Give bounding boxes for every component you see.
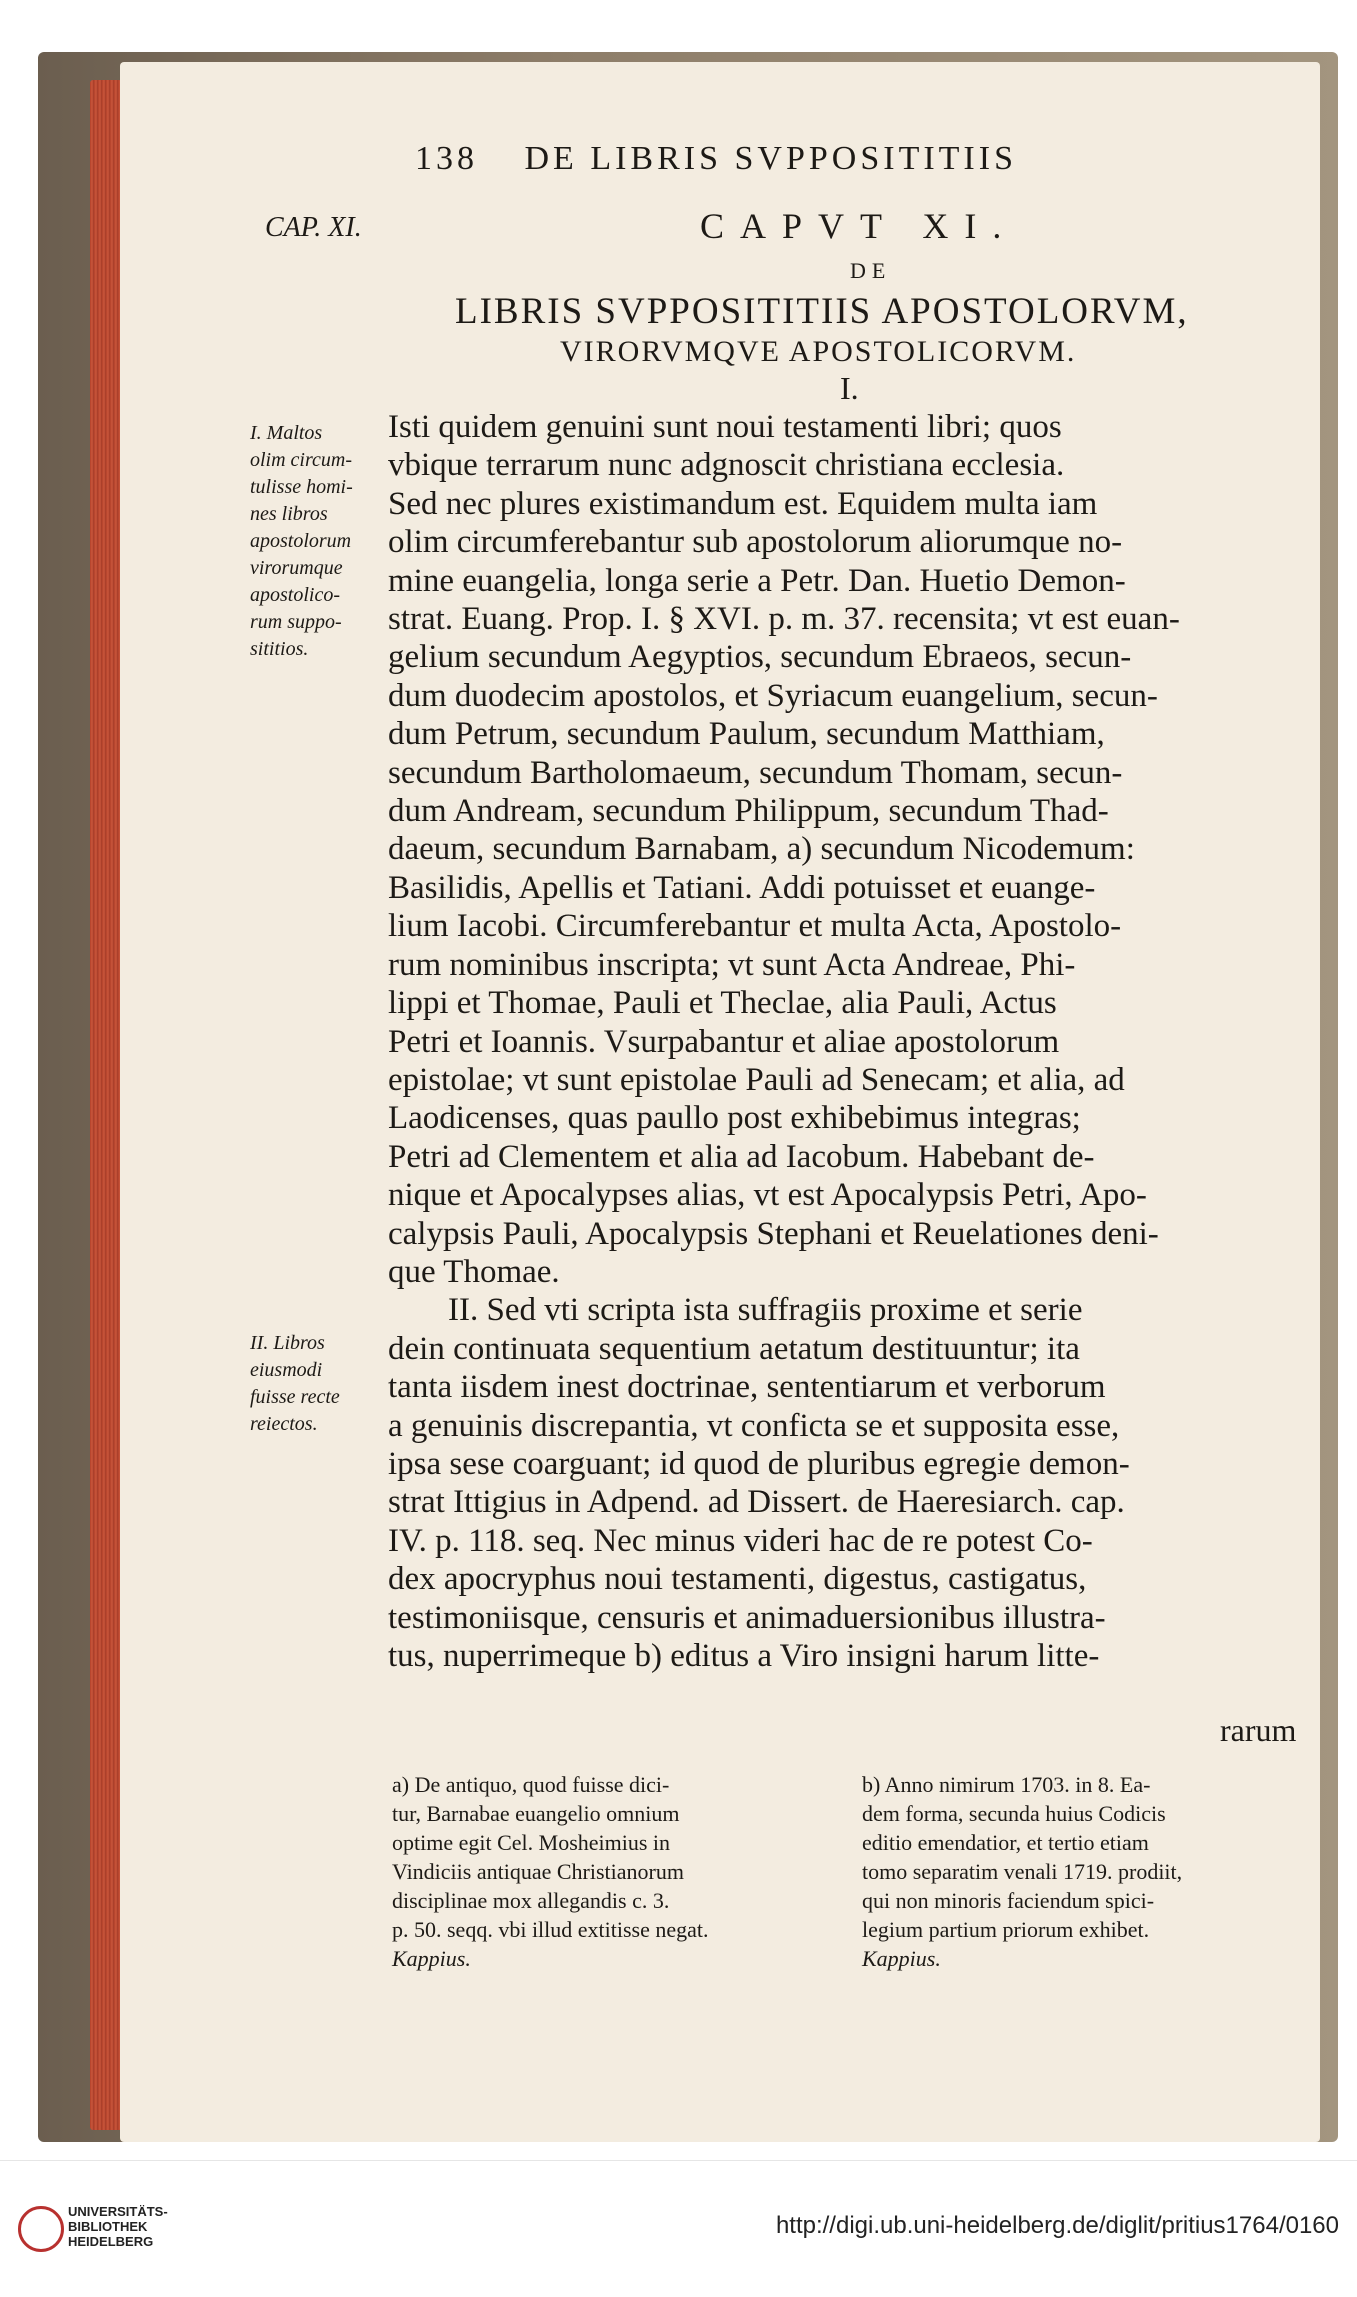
body-line: olim circumferebantur sub apostolorum aliorumque no- (388, 524, 1123, 561)
body-line: Petri et Ioannis. Vsurpabantur et aliae apostolorum (388, 1023, 1060, 1060)
chapter-title-line2: VIRORVMQVE APOSTOLICORVM. (560, 335, 1077, 368)
marginal-note-line: rum suppo- (250, 611, 342, 633)
body-line: Sed nec plures existimandum est. Equidem multa iam (388, 485, 1098, 522)
footnote-line: Vindiciis antiquae Christianorum (392, 1859, 684, 1884)
chapter-title-line1: LIBRIS SVPPOSITITIIS APOSTOLORVM, (455, 291, 1189, 332)
library-name-line: HEIDELBERG (68, 2234, 154, 2249)
body-line: rum nominibus inscripta; vt sunt Acta Andreae, Phi- (388, 946, 1076, 983)
library-name (68, 2204, 168, 2249)
footnote-line: tomo separatim venali 1719. prodiit, (862, 1859, 1183, 1884)
body-line: epistolae; vt sunt epistolae Pauli ad Senecam; et alia, ad (388, 1061, 1125, 1098)
body-line: lium Iacobi. Circumferebantur et multa Acta, Apostolo- (388, 908, 1122, 945)
footnote-line: b) Anno nimirum 1703. in 8. Ea- (862, 1772, 1151, 1797)
body-line: strat. Euang. Prop. I. § XVI. p. m. 37. recensita; vt est euan- (388, 601, 1180, 638)
body-line: ipsa sese coarguant; id quod de pluribus egregie demon- (388, 1445, 1130, 1482)
library-name-line: UNIVERSITÄTS- (68, 2204, 168, 2219)
body-line: secundum Bartholomaeum, secundum Thomam, secun- (388, 754, 1123, 791)
body-line: calypsis Pauli, Apocalypsis Stephani et Reuelationes deni- (388, 1215, 1159, 1252)
footnote-line: qui non minoris faciendum spici- (862, 1888, 1155, 1913)
body-line: dum duodecim apostolos, et Syriacum euangelium, secun- (388, 677, 1158, 714)
body-line: que Thomae. (388, 1253, 560, 1290)
marginal-note-line: sititios. (250, 638, 309, 660)
footnote-line: tur, Barnabae euangelio omnium (392, 1801, 680, 1826)
running-head (415, 140, 1017, 178)
marginal-note-line: I. Maltos (250, 422, 323, 444)
chapter-de: DE (850, 258, 892, 283)
body-line: dum Andream, secundum Philippum, secundum Thad- (388, 793, 1109, 830)
body-line: dum Petrum, secundum Paulum, secundum Matthiam, (388, 716, 1105, 753)
body-line: II. Sed vti scripta ista suffragiis proxime et serie (448, 1292, 1083, 1329)
library-logo[interactable] (18, 2202, 178, 2262)
marginal-note-line: virorumque (250, 557, 343, 579)
page-edges (90, 80, 122, 2130)
body-line: lippi et Thomae, Pauli et Theclae, alia Pauli, Actus (388, 985, 1057, 1022)
footnote-line: Kappius. (392, 1946, 471, 1971)
body-line: mine euangelia, longa serie a Petr. Dan. Huetio Demon- (388, 562, 1126, 599)
body-line: gelium secundum Aegyptios, secundum Ebraeos, secun- (388, 639, 1132, 676)
running-title: DE LIBRIS SVPPOSITITIIS (524, 140, 1017, 177)
marginal-note-line: apostolico- (250, 584, 340, 606)
footnote-line: legium partium priorum exhibet. (862, 1917, 1150, 1942)
section-numeral: I. (840, 370, 859, 406)
marginal-note-line: reiectos. (250, 1413, 318, 1435)
library-seal-icon (18, 2206, 64, 2252)
catchword: rarum (1220, 1712, 1297, 1748)
marginal-note-line: apostolorum (250, 530, 352, 552)
body-line: Petri ad Clementem et alia ad Iacobum. Habebant de- (388, 1138, 1095, 1175)
body-line: nique et Apocalypses alias, vt est Apocalypsis Petri, Apo- (388, 1177, 1147, 1214)
footnote-line: editio emendatior, et tertio etiam (862, 1830, 1149, 1855)
marginal-note-line: tulisse homi- (250, 476, 353, 498)
marginal-note-line: eiusmodi (250, 1359, 323, 1381)
body-line: IV. p. 118. seq. Nec minus videri hac de re potest Co- (388, 1522, 1093, 1559)
footnote-a (392, 1770, 832, 1973)
page-number: 138 (415, 140, 478, 177)
body-line: dein continuata sequentium aetatum destituuntur; ita (388, 1330, 1080, 1367)
marginal-note-line: fuisse recte (250, 1386, 340, 1408)
library-name-line: BIBLIOTHEK (68, 2219, 148, 2234)
body-line: tus, nuperrimeque b) editus a Viro insigni harum litte- (388, 1638, 1100, 1674)
marginal-note-line: II. Libros (250, 1332, 325, 1354)
body-line: testimoniisque, censuris et animaduersionibus illustra- (388, 1599, 1106, 1636)
footnote-line: dem forma, secunda huius Codicis (862, 1801, 1166, 1826)
footnote-line: Kappius. (862, 1946, 941, 1971)
margin-chapter-label: CAP. XI. (265, 212, 362, 243)
body-line: strat Ittigius in Adpend. ad Dissert. de Haeresiarch. cap. (388, 1484, 1125, 1521)
body-text (388, 408, 1298, 1675)
marginal-note-line: olim circum- (250, 449, 353, 471)
marginal-note-line: nes libros (250, 503, 328, 525)
body-line: Basilidis, Apellis et Tatiani. Addi potuisset et euange- (388, 869, 1096, 906)
footnote-line: optime egit Cel. Mosheimius in (392, 1830, 671, 1855)
chapter-heading: CAPVT XI. (700, 206, 1018, 246)
body-line: Laodicenses, quas paullo post exhibebimus integras; (388, 1100, 1081, 1137)
body-line: daeum, secundum Barnabam, a) secundum Nicodemum: (388, 831, 1135, 868)
footnote-line: a) De antiquo, quod fuisse dici- (392, 1772, 670, 1797)
body-line: tanta iisdem inest doctrinae, sententiarum et verborum (388, 1369, 1106, 1406)
body-line: vbique terrarum nunc adgnoscit christiana ecclesia. (388, 447, 1065, 484)
body-line: a genuinis discrepantia, vt conficta se et supposita esse, (388, 1407, 1120, 1444)
footnote-line: p. 50. seqq. vbi illud extitisse negat. (392, 1917, 709, 1942)
footnote-line: disciplinae mox allegandis c. 3. (392, 1888, 670, 1913)
body-line: Isti quidem genuini sunt noui testamenti libri; quos (388, 409, 1062, 445)
footnote-b (862, 1770, 1292, 1973)
marginal-note-1 (250, 420, 380, 663)
body-line: dex apocryphus noui testamenti, digestus, castigatus, (388, 1561, 1087, 1598)
permalink-url[interactable]: http://digi.ub.uni-heidelberg.de/diglit/pritius1764/0160 (775, 2212, 1339, 2239)
marginal-note-2 (250, 1330, 380, 1438)
